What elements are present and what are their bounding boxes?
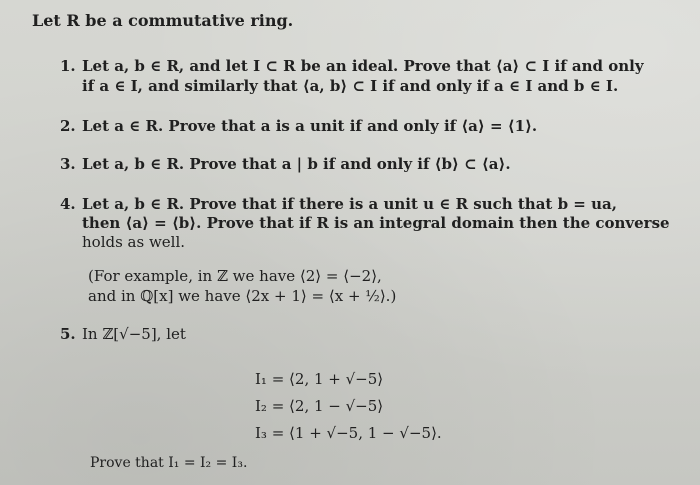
- problem-5-number: 5.: [60, 325, 76, 343]
- problem-4-example-line-2: and in ℚ[x] we have ⟨2x + 1⟩ = ⟨x + ½⟩.): [88, 287, 397, 305]
- problem-3-line-1: Let a, b ∈ R. Prove that a | b if and only if ⟨b⟩ ⊂ ⟨a⟩.: [82, 155, 511, 173]
- problem-3-number: 3.: [60, 155, 76, 173]
- problem-4-example-line-1: (For example, in ℤ we have ⟨2⟩ = ⟨−2⟩,: [88, 267, 382, 285]
- equation-i1: I₁ = ⟨2, 1 + √−5⟩: [255, 370, 384, 388]
- intro-text: Let R be a commutative ring.: [32, 11, 294, 30]
- problem-1-line-2: if a ∈ I, and similarly that ⟨a, b⟩ ⊂ I if and only if a ∈ I and b ∈ I.: [82, 77, 619, 95]
- problem-4-line-3: holds as well.: [82, 233, 186, 251]
- problem-1-number: 1.: [60, 57, 76, 75]
- problem-4-number: 4.: [60, 195, 76, 213]
- problem-2-line-1: Let a ∈ R. Prove that a is a unit if and only if ⟨a⟩ = ⟨1⟩.: [82, 117, 538, 135]
- equation-i3: I₃ = ⟨1 + √−5, 1 − √−5⟩.: [255, 424, 442, 442]
- equation-i2: I₂ = ⟨2, 1 − √−5⟩: [255, 397, 384, 415]
- problem-5-line-1: In ℤ[√−5], let: [82, 325, 186, 343]
- problem-1-line-1: Let a, b ∈ R, and let I ⊂ R be an ideal. Prove that ⟨a⟩ ⊂ I if and only: [82, 57, 644, 75]
- problem-5-conclusion: Prove that I₁ = I₂ = I₃.: [90, 455, 248, 471]
- problem-4-line-2: then ⟨a⟩ = ⟨b⟩. Prove that if R is an integral domain then the converse: [82, 214, 670, 232]
- problem-2-number: 2.: [60, 117, 76, 135]
- problem-4-line-1: Let a, b ∈ R. Prove that if there is a unit u ∈ R such that b = ua,: [82, 195, 617, 213]
